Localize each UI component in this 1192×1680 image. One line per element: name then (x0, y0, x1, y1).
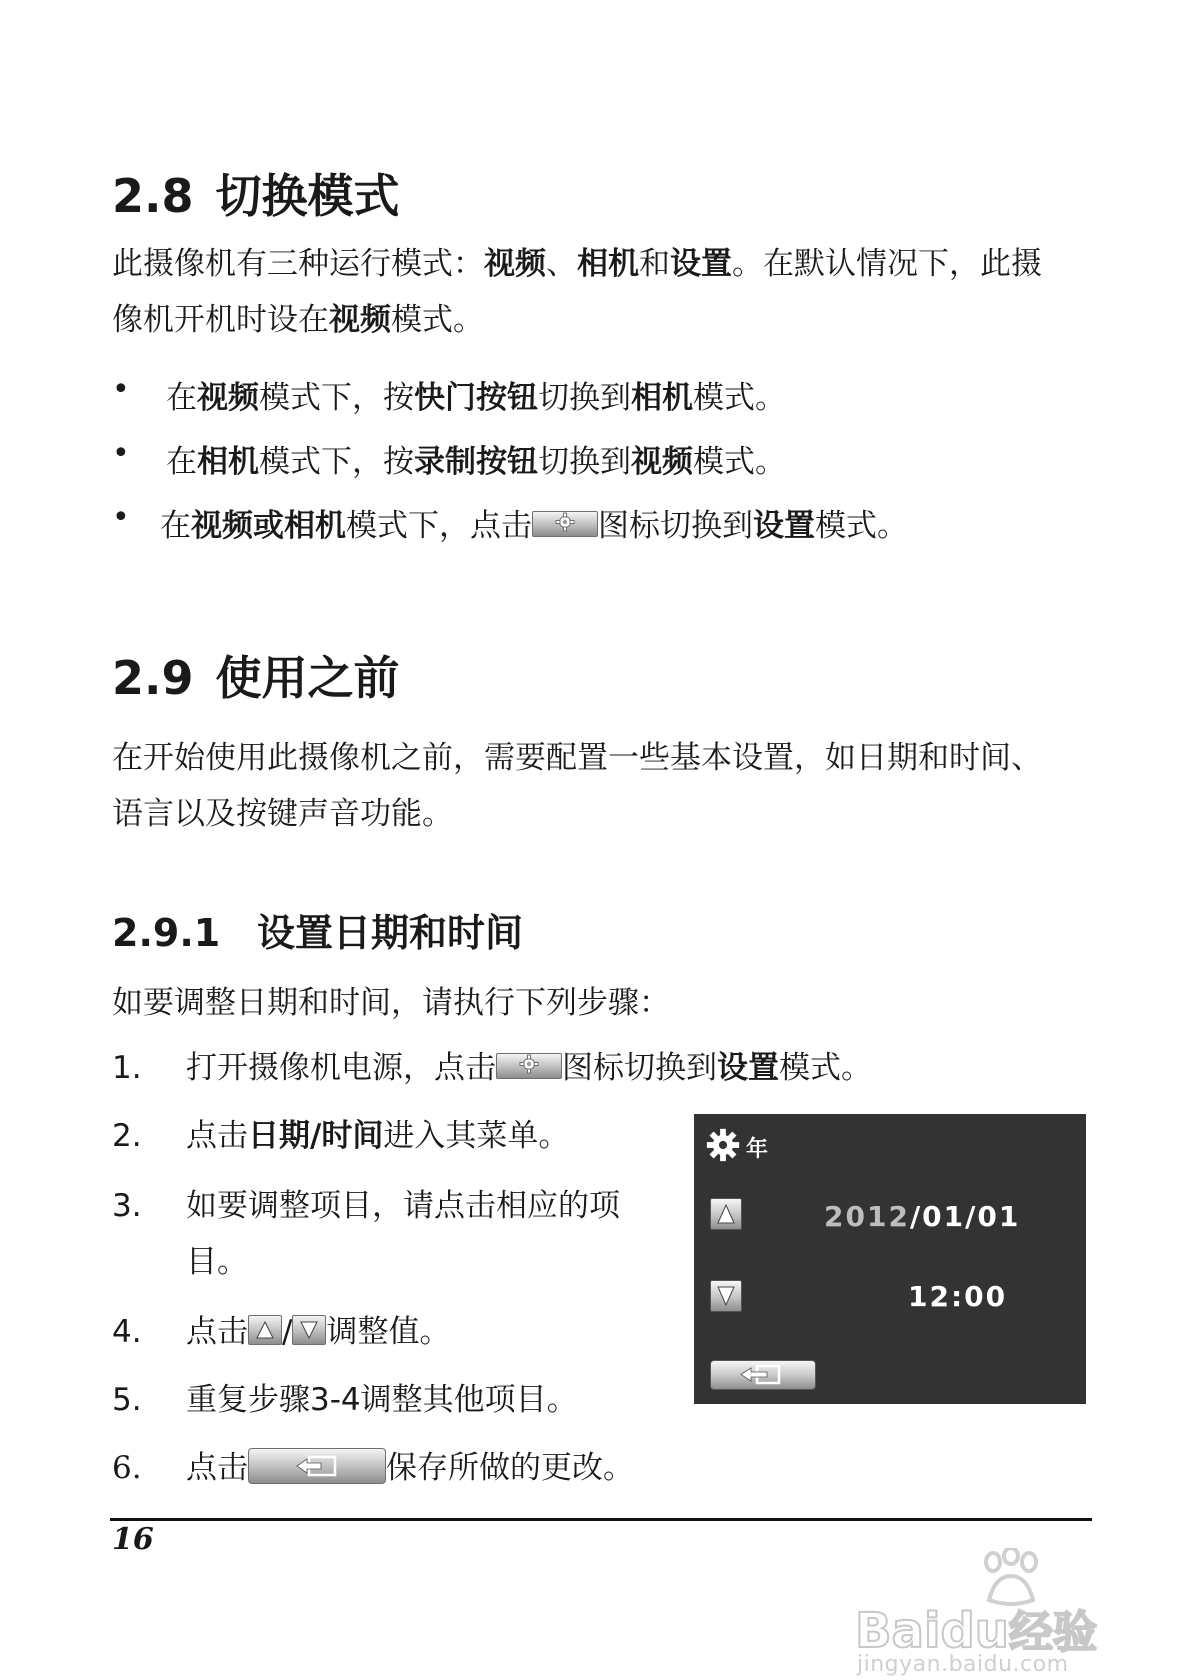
bullet-text-part: 模式下，按 (259, 380, 414, 416)
intro-text: 此摄像机有三种运行模式： (112, 246, 484, 282)
bullet-text-part: 模式下，按 (259, 444, 414, 480)
intro-bold-settings: 设置 (670, 246, 732, 282)
down-arrow-icon (292, 1315, 326, 1345)
step-text-line: 目。 (186, 1244, 248, 1280)
step-text-part: 点击 (186, 1450, 248, 1486)
bullet-text-part: 切换到 (538, 444, 631, 480)
step-bold: 日期/时间 (248, 1118, 384, 1154)
section-number: 2.8 (112, 169, 194, 223)
date-value[interactable] (824, 1200, 1020, 1233)
step-item (112, 1304, 672, 1364)
bullet-bold: 相机 (631, 380, 693, 416)
intro-line-1 (112, 236, 1102, 292)
bullet-bold: 视频 (631, 444, 693, 480)
watermark-brand (855, 1596, 1097, 1660)
step-number: 1. (112, 1050, 142, 1086)
baidu-watermark (855, 1548, 1175, 1677)
bullet-dot: • (112, 372, 130, 407)
bullet-item (112, 434, 1102, 494)
back-icon (711, 1361, 815, 1389)
watermark-brand-part: du (940, 1603, 1009, 1659)
down-arrow-button[interactable] (710, 1280, 742, 1312)
intro-line-2 (112, 292, 1102, 348)
step-text-line: 如要调整项目，请点击相应的项 (186, 1188, 620, 1224)
date-month-day: /01/01 (909, 1200, 1021, 1233)
bullet-text (166, 434, 786, 490)
step-number: 5. (112, 1382, 142, 1418)
intro-bold-camera: 相机 (577, 246, 639, 282)
step-item (112, 1440, 712, 1500)
step-text-part: 图标切换到 (562, 1050, 717, 1086)
bullet-bold: 相机 (197, 444, 259, 480)
watermark-brand-cn: 经验 (1008, 1607, 1097, 1658)
bullet-item (112, 370, 1102, 430)
bullet-dot: • (112, 436, 130, 471)
footer-rule (110, 1518, 1092, 1521)
bullet-text-part: 模式。 (693, 380, 786, 416)
step-number: 4. (112, 1314, 142, 1350)
step-number: 3. (112, 1188, 142, 1224)
settings-gear-icon (532, 511, 598, 537)
section-2-9-intro (112, 730, 1102, 842)
step-text (186, 1178, 666, 1290)
gear-icon (706, 1128, 740, 1166)
intro-bold-video: 视频 (329, 302, 391, 338)
intro-line-1: 在开始使用此摄像机之前，需要配置一些基本设置，如日期和时间、 (112, 740, 1042, 776)
section-2-9-1-heading (112, 902, 523, 957)
step-item (112, 1178, 672, 1290)
section-title: 使用之前 (215, 651, 400, 705)
bullet-item (112, 498, 1102, 558)
bullet-text-part: 图标切换到 (598, 508, 753, 544)
bullet-text-part: 模式。 (693, 444, 786, 480)
section-number: 2.9.1 (112, 911, 221, 955)
step-text-part: 点击 (186, 1314, 248, 1350)
step-text-part: 点击 (186, 1118, 248, 1154)
step-text-part: 进入其菜单。 (383, 1118, 570, 1154)
bullet-bold: 快门按钮 (414, 380, 538, 416)
bullet-dot: • (112, 500, 130, 535)
back-button[interactable] (710, 1360, 816, 1390)
intro-text: 模式。 (391, 302, 484, 338)
bullet-bold: 录制按钮 (414, 444, 538, 480)
intro-line-2: 语言以及按键声音功能。 (112, 796, 453, 832)
up-arrow-icon (248, 1315, 282, 1345)
intro-bold-video: 视频 (484, 246, 546, 282)
bullet-text (166, 370, 786, 426)
bullet-text-part: 在 (166, 444, 197, 480)
back-return-icon (248, 1448, 386, 1484)
bullet-bold: 视频或相机 (191, 508, 346, 544)
step-item (112, 1040, 1102, 1100)
watermark-brand-part: Bai (855, 1603, 941, 1659)
section-2-8-heading (112, 160, 400, 226)
intro-text: 、 (546, 246, 577, 282)
screen-header-label: 年 (746, 1137, 769, 1162)
section-2-9-heading (112, 642, 400, 708)
bullet-bold: 设置 (753, 508, 815, 544)
bullet-bold: 视频 (197, 380, 259, 416)
bullet-text (160, 498, 908, 554)
bullet-text-part: 模式下，点击 (346, 508, 532, 544)
intro-text: 。在默认情况下，此摄 (732, 246, 1042, 282)
step-number: 6. (112, 1450, 142, 1486)
bullet-text-part: 在 (166, 380, 197, 416)
section-title: 设置日期和时间 (257, 911, 524, 955)
time-value[interactable]: 12:00 (908, 1280, 1008, 1313)
camera-date-screen (694, 1114, 1086, 1404)
page-number: 16 (112, 1522, 154, 1557)
step-text (186, 1304, 450, 1360)
section-title: 切换模式 (215, 169, 400, 223)
step-text-part: 调整值。 (326, 1314, 451, 1350)
bullet-text-part: 切换到 (538, 380, 631, 416)
section-number: 2.9 (112, 651, 194, 705)
watermark-url: jingyan.baidu.com (857, 1652, 1069, 1677)
step-item (112, 1372, 672, 1432)
intro-text: 和 (639, 246, 670, 282)
step-text-part: 打开摄像机电源，点击 (186, 1050, 496, 1086)
bullet-text-part: 在 (160, 508, 191, 544)
settings-gear-icon (496, 1053, 562, 1079)
step-text (186, 1108, 569, 1164)
up-arrow-button[interactable] (710, 1198, 742, 1230)
intro-text: 像机开机时设在 (112, 302, 329, 338)
date-year: 2012 (824, 1200, 910, 1233)
section-2-9-1-intro: 如要调整日期和时间，请执行下列步骤： (112, 985, 670, 1021)
step-number: 2. (112, 1118, 142, 1154)
step-text-part: 模式。 (779, 1050, 872, 1086)
step-text (186, 1440, 634, 1496)
step-text: 重复步骤3-4调整其他项目。 (186, 1382, 578, 1418)
step-text (186, 1040, 872, 1096)
step-item (112, 1108, 672, 1168)
step-bold: 设置 (717, 1050, 779, 1086)
section-2-8-intro (112, 236, 1102, 348)
bullet-text-part: 模式。 (815, 508, 908, 544)
step-separator: / (282, 1314, 293, 1350)
step-text-part: 保存所做的更改。 (386, 1450, 634, 1486)
